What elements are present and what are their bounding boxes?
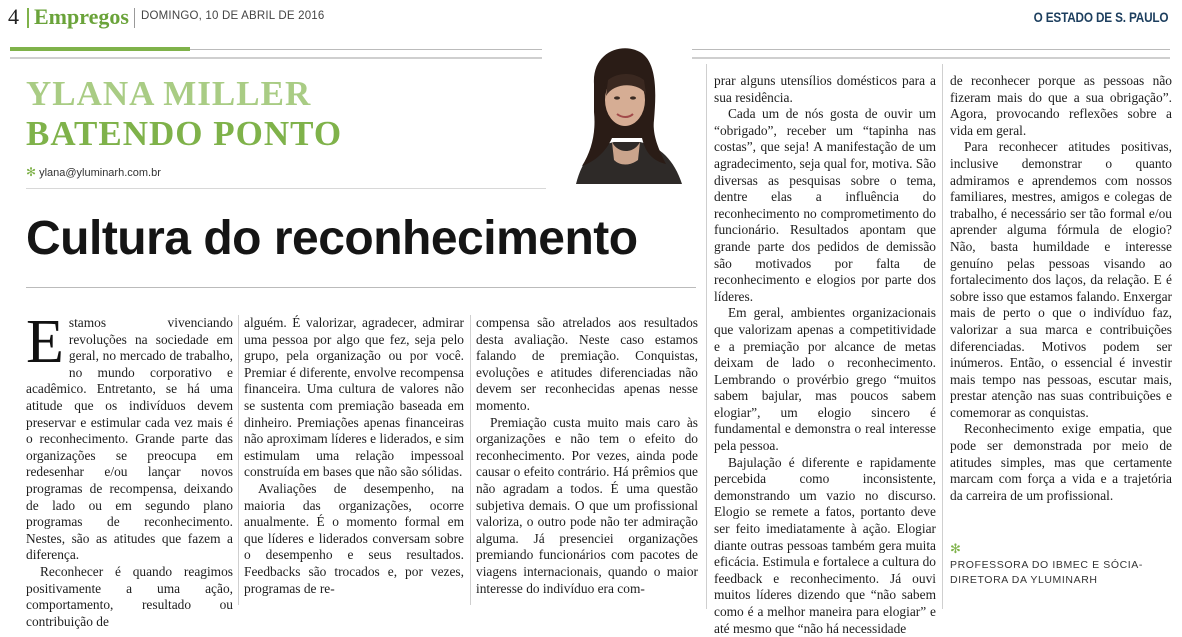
column-title: BATENDO PONTO — [26, 114, 343, 153]
issue-date: DOMINGO, 10 DE ABRIL DE 2016 — [141, 10, 325, 22]
column-divider — [706, 64, 707, 609]
drop-cap: E — [26, 308, 64, 376]
paragraph: prar alguns utensílios domésticos para a sua residência. — [714, 73, 936, 105]
paragraph: Reconhecimento exige empatia, que pode ser demonstrada por meio de atitudes simples, mas que certamente marcam com força a vida e a trajetória da carreira de um profissional. — [950, 421, 1172, 503]
section-title: Empregos — [34, 4, 129, 29]
paragraph: Cada um de nós gosta de ouvir um “obrigado”, receber um “tapinha nas costas”, que seja! A manifestação de um agradecimento, seja qual for, motiva. São diversas as pesquisas sobre o tema, dentre elas a influência do reconhecimento no comprometimento do funcionário. Resultados apontam que grande parte dos pedidos de demissão são motivados por falta de reconhecimento e elogios por parte dos líderes. — [714, 106, 936, 304]
article-column-3 — [476, 315, 698, 610]
header-divider — [27, 8, 29, 28]
asterisk-icon: ✻ — [26, 165, 37, 179]
article-headline: Cultura do reconhecimento — [26, 212, 638, 265]
email-text: ylana@yluminarh.com.br — [39, 167, 161, 179]
asterisk-icon: ✻ — [950, 541, 961, 556]
columnist-name: YLANA MILLER — [26, 74, 312, 113]
divider — [26, 287, 696, 288]
paragraph: Premiação custa muito mais caro às organizações e não tem o efeito do reconhecimento. Por vezes, ainda pode causar o efeito contrário. Há prêmios que não agradam a todos. É uma questão subjetiva demais. O que um profissional valoriza, o outro pode não ter admiração alguma. Já presenciei organizações premiando funcionários com pacotes de viagens internacionais, quando o maior interesse do indivíduo era com- — [476, 414, 698, 596]
column-divider — [238, 315, 239, 605]
paragraph: Reconhecer é quando reagimos positivamente a uma ação, comportamento, resultado ou contribuição de — [26, 563, 233, 629]
section-rule — [10, 47, 190, 51]
columnist-email — [26, 165, 161, 179]
article-column-5 — [950, 73, 1172, 543]
paragraph: de reconhecer porque as pessoas não fizeram mais do que a sua obrigação”. Agora, provocando reflexões sobre a vida em geral. — [950, 73, 1172, 138]
article-column-4 — [714, 73, 936, 636]
columnist-photo — [542, 42, 692, 184]
header-divider — [134, 8, 135, 28]
author-bio: PROFESSORA DO IBMEC E SÓCIA-DIRETORA DA YLUMINARH — [950, 559, 1143, 586]
divider — [26, 188, 546, 189]
article-column-2 — [244, 315, 464, 610]
paragraph: alguém. É valorizar, agradecer, admirar uma pessoa por algo que fez, seja pelo grupo, pela organização ou por você. Premiar é diferente, envolve recompensa financeira. Uma cultura de valores não se sustenta com premiação baseada em dinheiro. Premiações apenas financeiras não aproximam líderes e liderados, e sim estimulam uma relação impessoal construída em bases que não são sólidas. — [244, 315, 464, 480]
paragraph: Estamos vivenciando revoluções na sociedade em geral, no mercado de trabalho, no mundo corporativo e acadêmico. Entretanto, se há uma atitude que os indivíduos devem preservar e estimular cada vez mais é o reconhecimento. Grande parte das organizações se preocupa em redesenhar e/ou lançar novos programas de recompensa, deixando de lado ou em segundo plano programas de reconhecimento. Nestes, são as atitudes que fazem a diferença. — [26, 308, 233, 563]
column-divider — [942, 64, 943, 609]
paragraph: Bajulação é diferente e rapidamente percebida como inconsistente, demonstrando um vazio no discurso. Elogio se remete a fatos, portanto deve ser feito imediatamente à ação. Elogiar diante outras pessoas também gera muita eficácia. Estimula e fortalece a cultura do feedback e reconhecimento. Já ouvi muitos líderes dizendo que “não sabem como é a melhor maneira para elogiar” e até mesmo que “não há necessidade — [714, 454, 936, 636]
newspaper-name: O ESTADO DE S. PAULO — [1033, 9, 1168, 25]
paragraph: Avaliações de desempenho, na maioria das organizações, ocorre anualmente. É o momento formal em que líderes e liderados conversam sobre o desempenho e seus resultados. Feedbacks são trocados e, por vezes, programas de re- — [244, 480, 464, 596]
paragraph: Em geral, ambientes organizacionais que valorizam apenas a competitividade e a premiação por alcance de metas deixam de lado o reconhecimento. Lembrando o provérbio grego “muitos sabem bajular, mas poucos sabem elogiar”, um elogio sincero é fundamental e demonstra o real interesse pela pessoa. — [714, 305, 936, 454]
page-number: 4 — [8, 4, 19, 29]
paragraph: Para reconhecer atitudes positivas, inclusive demonstrar o quanto admiramos e aprendemos com nossos familiares, mestres, amigos e colegas de trabalho, é necessário ser tão formal e/ou aprender alguma fórmula de elogio? Não, basta humildade e interesse genuíno pelas pessoas visando ao fortalecimento dos laços, da relação. E é sobre isso que estamos falando. Enxergar mais de perto o que o indivíduo faz, valorizar a sua marca e contribuições diferenciadas. Motivos podem ser inúmeros. Então, o essencial é investir mais tempo nas pessoas, escutar mais, prestar atenção nas suas contribuições e comemorar as conquistas. — [950, 139, 1172, 420]
paragraph: compensa são atrelados aos resultados desta avaliação. Neste caso estamos falando de premiação. Conquistas, evoluções e atitudes diferenciadas não devem ser reconhecidas apenas nesse momento. — [476, 315, 698, 413]
article-column-1 — [26, 308, 233, 629]
column-divider — [470, 315, 471, 605]
